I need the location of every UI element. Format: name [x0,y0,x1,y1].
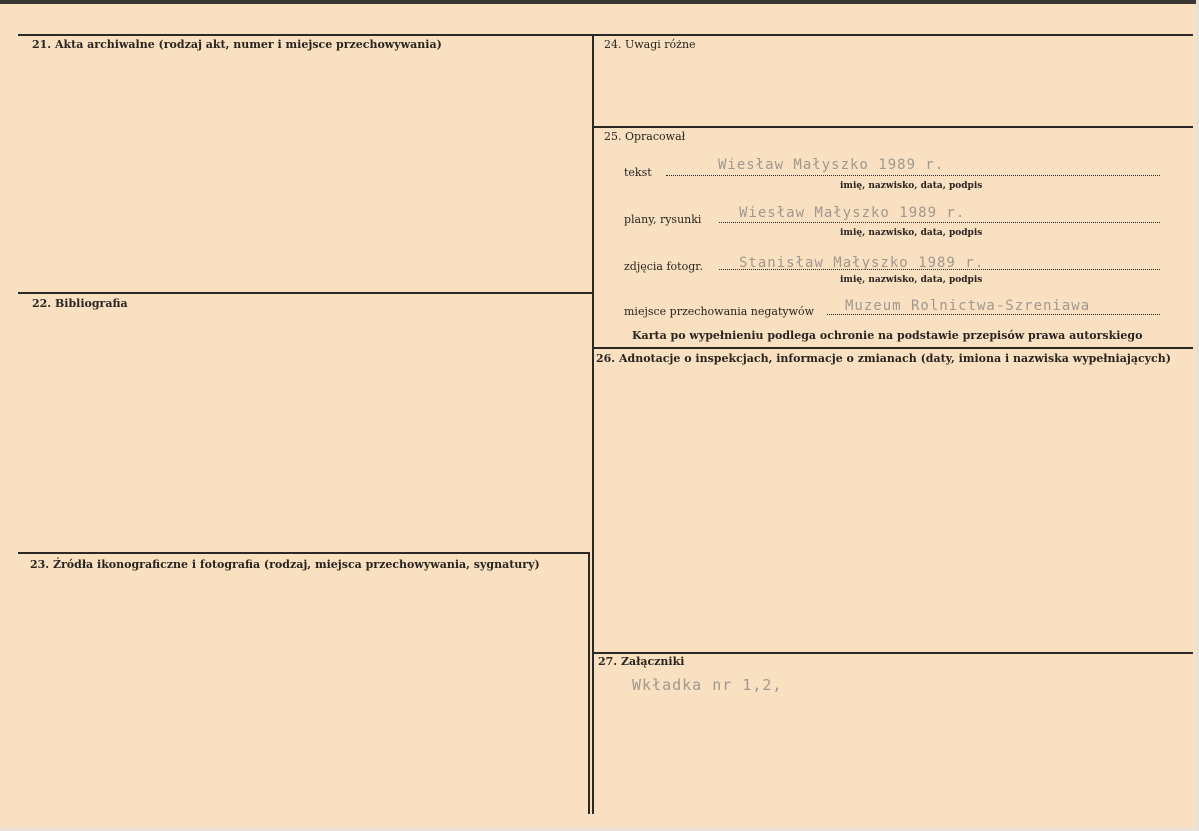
plany-value: Wiesław Małyszko 1989 r. [739,205,966,221]
section-27-label: 27. Załączniki [598,655,685,668]
tekst-caption: imię, nazwisko, data, podpis [840,181,983,191]
section-26-label: 26. Adnotacje o inspekcjach, informacje o zmianach (daty, imiona i nazwiska wypełniających) [596,352,1171,365]
negatywy-value: Muzeum Rolnictwa-Szreniawa [845,298,1091,314]
tekst-label: tekst [624,166,652,179]
tekst-line [666,175,1160,176]
rule-23 [18,552,590,554]
zdjecia-value: Stanisław Małyszko 1989 r. [739,255,985,271]
section-22-label: 22. Bibliografia [32,297,128,310]
rule-25 [594,126,1193,128]
zdjecia-caption: imię, nazwisko, data, podpis [840,275,983,285]
left-divider-stub [588,552,590,814]
plany-line [719,222,1160,223]
top-edge [0,0,1199,4]
plany-label: plany, rysunki [624,213,702,226]
negatywy-line [827,314,1160,315]
tekst-value: Wiesław Małyszko 1989 r. [718,157,945,173]
section-21-label: 21. Akta archiwalne (rodzaj akt, numer i miejsce przechowywania) [32,38,442,51]
negatywy-label: miejsce przechowania negatywów [624,305,815,318]
section-24-label: 24. Uwagi różne [604,38,696,51]
copyright-note: Karta po wypełnieniu podlega ochronie na podstawie przepisów prawa autorskiego [632,329,1143,342]
center-divider [592,34,594,814]
attachments-value: Wkładka nr 1,2, [632,676,783,694]
rule-26 [594,347,1193,349]
rule-22 [18,292,593,294]
top-rule [18,34,1193,36]
zdjecia-label: zdjęcia fotogr. [624,260,703,273]
rule-27 [594,652,1193,654]
plany-caption: imię, nazwisko, data, podpis [840,228,983,238]
section-23-label: 23. Źródła ikonograficzne i fotografia (rodzaj, miejsca przechowywania, sygnatury) [30,558,540,571]
section-25-label: 25. Opracował [604,130,686,143]
